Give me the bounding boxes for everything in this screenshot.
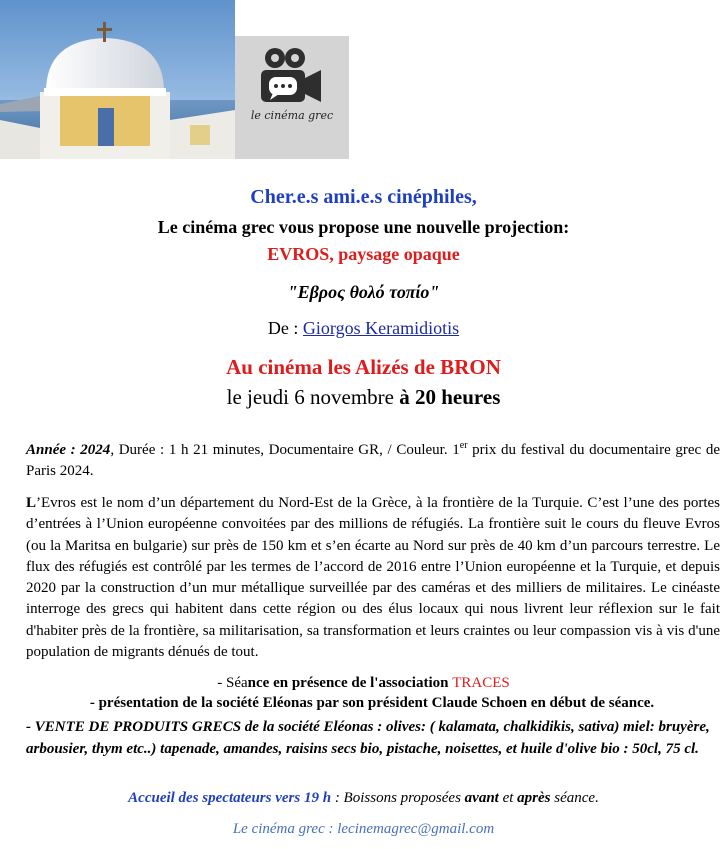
welcome-avant: avant <box>464 790 499 806</box>
intro-line: Le cinéma grec vous propose une nouvelle projection: <box>157 217 570 237</box>
director-link[interactable]: Giorgos Keramidiotis <box>302 318 460 338</box>
welcome-apres: après <box>517 790 551 806</box>
event-prefix: - Séa <box>217 675 248 691</box>
film-meta <box>26 440 720 483</box>
logo-caption: le cinéma grec <box>250 109 334 122</box>
dropcap: L <box>26 495 37 511</box>
greek-title: "Εβρος θολό τοπίο" <box>287 282 440 302</box>
welcome-et: et <box>498 790 518 806</box>
film-title: EVROS, paysage opaque <box>267 244 460 264</box>
association-name: TRACES <box>452 675 510 691</box>
event-association <box>0 675 727 692</box>
date-line <box>0 385 727 410</box>
greeting: Cher.e.s ami.e.s cinéphiles, <box>250 186 477 208</box>
year-label: Année : 2024 <box>26 442 111 458</box>
welcome-end: séance. <box>550 790 599 806</box>
welcome-mid: : Boissons proposées <box>331 790 465 806</box>
whitewashed-chapel-photo <box>0 0 235 159</box>
meta-sup: er <box>459 440 468 451</box>
film-camera-icon <box>255 46 327 108</box>
event-sale: - VENTE DE PRODUITS GRECS de la société Eléonas : olives: ( kalamata, chalkidikis, sativa) miel: bruyère, arbousier, thym etc..) tapenade, amandes, raisins secs bio, pistache, noisettes, et huile d'olive bio : 50cl, 75 cl. <box>26 719 710 757</box>
time-text: à 20 heures <box>399 385 501 409</box>
venue: Au cinéma les Alizés de BRON <box>226 355 501 379</box>
contact-email[interactable]: Le cinéma grec : lecinemagrec@gmail.com <box>232 821 495 837</box>
director-prefix: De : <box>267 318 303 338</box>
description-text: ’Evros est le nom d’un département du Nord-Est de la Grèce, à la frontière de la Turquie. C’est l’une des portes d’entrées à l’Union européenne convoitées par des millions de réfugiés. La frontière suit le cours du fleuve Evros (ou la Maritsa en bulgarie) sur près de 150 km et s’en écarte au Nord sur près de 40 km d’un parcours terrestre. Le flux des réfugiés est contrôlé par les termes de l’accord de 2016 entre l’Union européenne et la Turquie, et depuis 2020 par la construction d’un mur métallique surveillée par des caméras et des milliers de militaires. Le cinéaste interroge des grecs qui habitent dans cette région ou des élus locaux qui nous livrent leur réflexion sur le fait d'habiter près de la frontière, sa militarisation, sa transformation et leurs craintes ou leur compassion vis à vis d'une population de migrants dénués de tout. <box>26 495 720 661</box>
director-line <box>0 318 727 339</box>
welcome-lead: Accueil des spectateurs vers 19 h <box>128 790 332 806</box>
date-text: le jeudi 6 novembre <box>226 385 400 409</box>
meta-text: , Durée : 1 h 21 minutes, Documentaire GR, / Couleur. 1 <box>110 442 460 458</box>
event-association-text: nce en présence de l'association <box>247 675 453 691</box>
film-description <box>26 493 720 663</box>
cinema-logo <box>235 36 349 159</box>
meta-end: prix du festival du documentaire grec de Paris 2024. <box>26 442 720 480</box>
event-presentation: - présentation de la société Eléonas par son président Claude Schoen en début de séance. <box>89 695 655 711</box>
welcome-line <box>0 790 727 807</box>
